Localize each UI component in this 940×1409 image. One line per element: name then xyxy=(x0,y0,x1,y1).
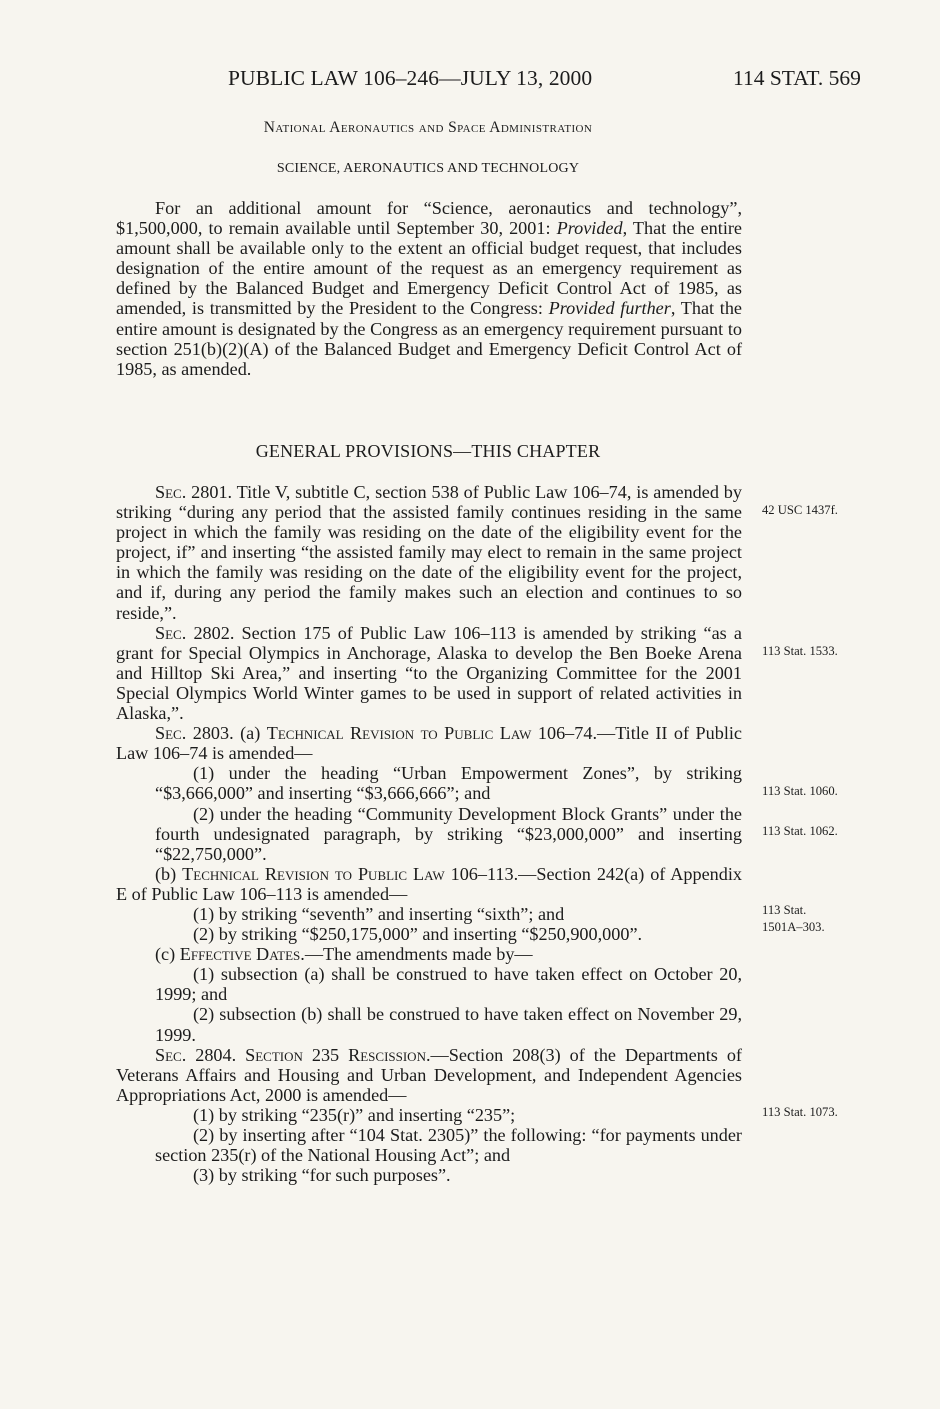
section-2803-a: Sec. 2803. (a) Technical Revision to Public Law 106–74.—Title II of Public Law 106–74 is amended— xyxy=(116,723,743,764)
general-provisions-body xyxy=(116,482,742,1185)
section-2802: Sec. 2802. Section 175 of Public Law 106–113 is amended by striking “as a grant for Special Olympics in Anchorage, Alaska to develop the Ben Boeke Arena and Hilltop Ski Area,” and inserting “to the Organizing Committee for the 2001 Special Olympics World Winter games to be used in support of related activities in Alaska,”. xyxy=(116,622,742,724)
section-2804-p3: (3) by striking “for such purposes”. xyxy=(193,1165,451,1186)
chapter-heading: GENERAL PROVISIONS—THIS CHAPTER xyxy=(255,441,601,461)
margin-note-stat-1501a: 113 Stat. 1501A–303. xyxy=(762,903,825,934)
section-2803-c1: (1) subsection (a) shall be construed to have taken effect on October 20, 1999; and xyxy=(155,964,742,1005)
section-2803-c2: (2) subsection (b) shall be construed to have taken effect on November 29, 1999. xyxy=(155,1004,742,1045)
section-2803-b: (b) Technical Revision to Public Law 106–113.—Section 242(a) of Appendix E of Public Law 106–113 is amended— xyxy=(116,863,742,904)
section-2804-p1: (1) by striking “235(r)” and inserting “235”; xyxy=(193,1104,516,1125)
section-2803-a2: (2) under the heading “Community Development Block Grants” under the fourth undesignated paragraph, by striking “$23,000,000” and inserting “$22,750,000”. xyxy=(155,803,742,864)
margin-note-stat-1060: 113 Stat. 1060. xyxy=(762,784,838,798)
section-2803-b2: (2) by striking “$250,175,000” and inserting “$250,900,000”. xyxy=(193,924,643,945)
section-2803-c: (c) Effective Dates.—The amendments made by— xyxy=(155,944,533,965)
section-2803-a1: (1) under the heading “Urban Empowerment Zones”, by striking “$3,666,000” and inserting “$3,666,666”; and xyxy=(155,763,742,804)
section-2803-b1: (1) by striking “seventh” and inserting “sixth”; and xyxy=(193,903,565,924)
section-2804: Sec. 2804. Section 235 Rescission.—Section 208(3) of the Departments of Veterans Affairs and Housing and Urban Development, and Independent Agencies Appropriations Act, 2000 is amended— xyxy=(116,1044,742,1105)
science-paragraph: For an additional amount for “Science, aeronautics and technology”, $1,500,000, to remain available until September 30, 2001: Provided, That the entire amount shall be available only to the extent an official budget request, that includes designation of the entire amount of the request as an emergency requirement as defined by the Balanced Budget and Emergency Deficit Control Act of 1985, as amended, is transmitted by the President to the Congress: Provided further, That the entire amount is designated by the Congress as an emergency requirement pursuant to section 251(b)(2)(A) of the Balanced Budget and Emergency Deficit Control Act of 1985, as amended. xyxy=(116,198,742,379)
margin-note-stat-1533: 113 Stat. 1533. xyxy=(762,644,838,658)
margin-note-stat-1062: 113 Stat. 1062. xyxy=(762,824,838,838)
section-2804-p2: (2) by inserting after “104 Stat. 2305)” the following: “for payments under section 235(r) of the National Housing Act”; and xyxy=(155,1125,742,1166)
page-header-title: PUBLIC LAW 106–246—JULY 13, 2000 xyxy=(228,66,593,90)
margin-note-stat-1073: 113 Stat. 1073. xyxy=(762,1105,838,1119)
page-header-stat: 114 STAT. 569 xyxy=(733,66,861,90)
section-2801: Sec. 2801. Title V, subtitle C, section 538 of Public Law 106–74, is amended by striking “during any period that the assisted family continues residing in the same project in which the family was residing on the date of the eligibility event for the project, if” and inserting “the assisted family may elect to remain in the same project in which the family was residing on the date of the eligibility event for the project, and if, during any period the family makes such an election and continues to so reside,”. xyxy=(116,482,742,623)
margin-note-usc: 42 USC 1437f. xyxy=(762,503,838,517)
science-heading: SCIENCE, AERONAUTICS AND TECHNOLOGY xyxy=(276,161,580,176)
agency-heading: National Aeronautics and Space Administration xyxy=(263,119,593,136)
